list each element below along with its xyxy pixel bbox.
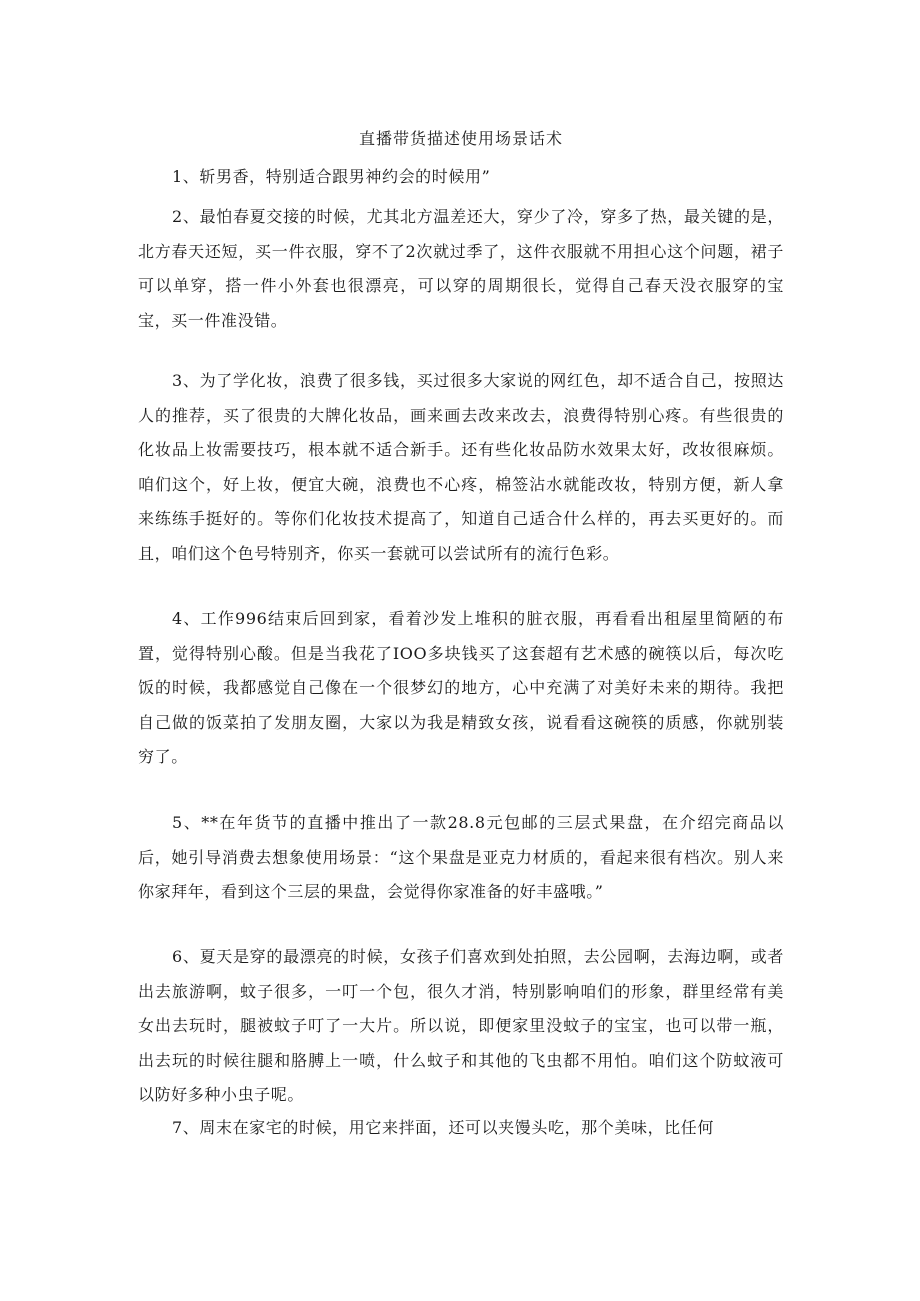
paragraph-7: 7、周末在家宅的时候，用它来拌面，还可以夹馒头吃，那个美味，比任何	[172, 1118, 714, 1137]
paragraph-6: 6、夏天是穿的最漂亮的时候，女孩子们喜欢到处拍照，去公园啊，去海边啊，或者出去旅游啊，蚊子很多，一叮一个包，很久才消，特别影响咱们的形象，群里经常有美女出去玩时，腿被蚊子叮了一大片。所以说，即便家里没蚊子的宝宝，也可以带一瓶，出去玩的时候往腿和胳膊上一喷，什么蚊子和其他的飞虫都不用怕。咱们这个防蚊液可以防好多种小虫子呢。	[138, 947, 784, 1105]
paragraph-4: 4、工作996结束后回到家，看着沙发上堆积的脏衣服，再看看出租屋里简陋的布置，觉得特别心酸。但是当我花了IOO多块钱买了这套超有艺术感的碗筷以后，每次吃饭的时候，我都感觉自己像在一个很梦幻的地方，心中充满了对美好未来的期待。我把自己做的饭菜拍了发朋友圈，大家以为我是精致女孩，说看看这碗筷的质感，你就别装穷了。	[138, 609, 784, 767]
paragraph-1: 1、斩男香，特别适合跟男神约会的时候用”	[172, 167, 491, 186]
document-title: 直播带货描述使用场景话术	[358, 129, 563, 148]
paragraph-3: 3、为了学化妆，浪费了很多钱，买过很多大家说的网红色，却不适合自己，按照达人的推荐，买了很贵的大牌化妆品，画来画去改来改去，浪费得特别心疼。有些很贵的化妆品上妆需要技巧，根本就不适合新手。还有些化妆品防水效果太好，改妆很麻烦。咱们这个，好上妆，便宜大碗，浪费也不心疼，棉签沾水就能改妆，特别方便，新人拿来练练手挺好的。等你们化妆技术提高了，知道自己适合什么样的，再去买更好的。而且，咱们这个色号特别齐，你买一套就可以尝试所有的流行色彩。	[138, 371, 784, 563]
paragraph-2: 2、最怕春夏交接的时候，尤其北方温差还大，穿少了冷，穿多了热，最关键的是，北方春天还短，买一件衣服，穿不了2次就过季了，这件衣服就不用担心这个问题，裙子可以单穿，搭一件小外套也很漂亮，可以穿的周期很长，觉得自己春天没衣服穿的宝宝，买一件准没错。	[138, 207, 784, 330]
paragraph-5: 5、**在年货节的直播中推出了一款28.8元包邮的三层式果盘，在介绍完商品以后，她引导消费去想象使用场景：“这个果盘是亚克力材质的，看起来很有档次。别人来你家拜年，看到这个三层的果盘，会觉得你家准备的好丰盛哦。”	[138, 813, 784, 902]
